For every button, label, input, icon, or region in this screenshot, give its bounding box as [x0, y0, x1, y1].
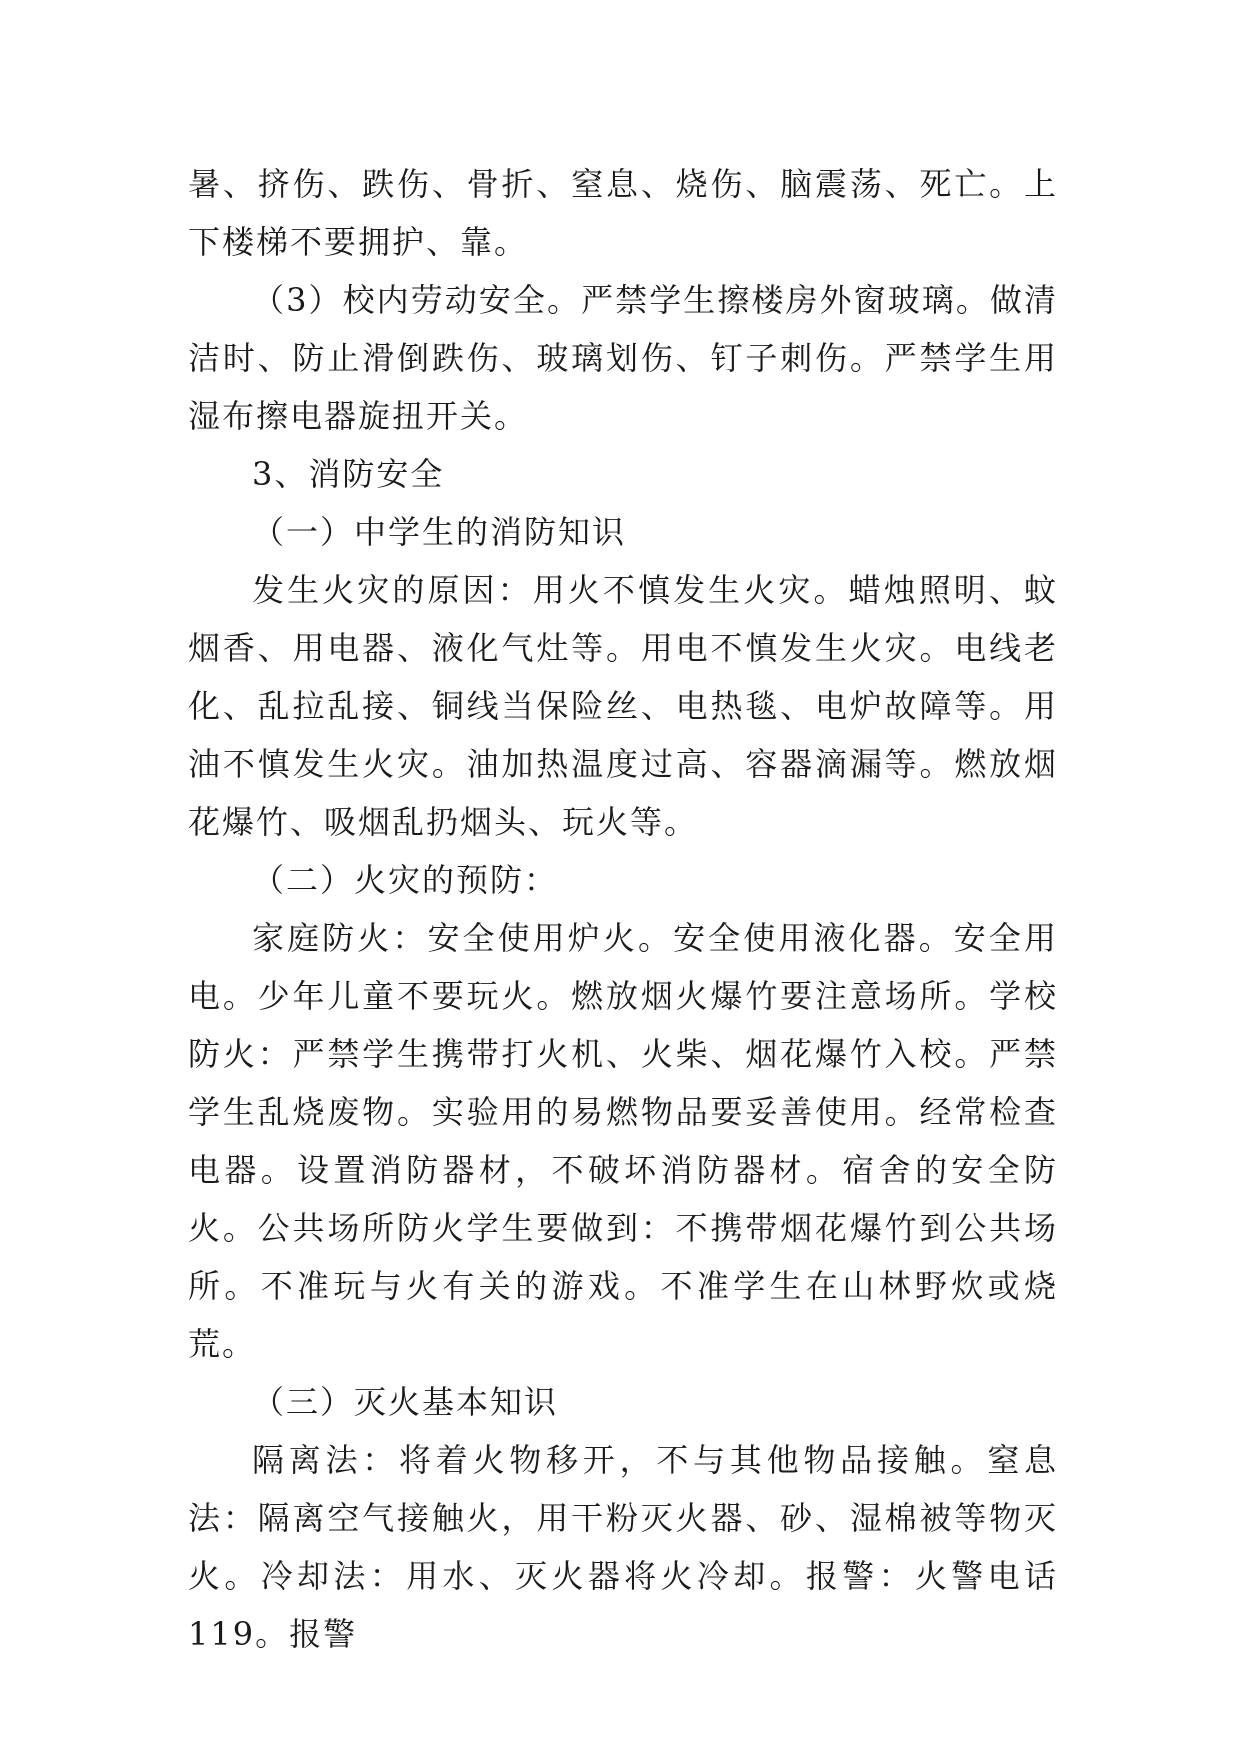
paragraph-firefighting-methods: 隔离法：将着火物移开，不与其他物品接触。窒息法：隔离空气接触火，用干粉灭火器、砂、湿棉被等物灭火。冷却法：用水、灭火器将火冷却。报警：火警电话119。报警	[188, 1441, 1058, 1653]
paragraph-fire-prevention: 家庭防火：安全使用炉火。安全使用液化器。安全用电。少年儿童不要玩火。燃放烟火爆竹要注意场所。学校防火：严禁学生携带打火机、火柴、烟花爆竹入校。严禁学生乱烧废物。实验用的易燃物品要妥善使用。经常检查电器。设置消防器材，不破坏消防器材。宿舍的安全防火。公共场所防火学生要做到：不携带烟花爆竹到公共场所。不准玩与火有关的游戏。不准学生在山林野炊或烧荒。	[188, 919, 1058, 1363]
section-heading-fire-safety: 3、消防安全	[252, 455, 445, 493]
paragraph-injury-list: 暑、挤伤、跌伤、骨折、窒息、烧伤、脑震荡、死亡。上下楼梯不要拥护、靠。	[188, 165, 1058, 261]
paragraph-labor-safety: （3）校内劳动安全。严禁学生擦楼房外窗玻璃。做清洁时、防止滑倒跌伤、玻璃划伤、钉子刺伤。严禁学生用湿布擦电器旋扭开关。	[188, 281, 1058, 435]
paragraph-fire-causes: 发生火灾的原因：用火不慎发生火灾。蜡烛照明、蚊烟香、用电器、液化气灶等。用电不慎发生火灾。电线老化、乱拉乱接、铜线当保险丝、电热毯、电炉故障等。用油不慎发生火灾。油加热温度过高、容器滴漏等。燃放烟花爆竹、吸烟乱扔烟头、玩火等。	[188, 571, 1058, 841]
subheading-firefighting-basics: （三）灭火基本知识	[252, 1383, 559, 1421]
subheading-fire-prevention: （二）火灾的预防：	[252, 861, 559, 899]
document-body	[188, 155, 1058, 1663]
subheading-fire-knowledge: （一）中学生的消防知识	[252, 513, 627, 551]
